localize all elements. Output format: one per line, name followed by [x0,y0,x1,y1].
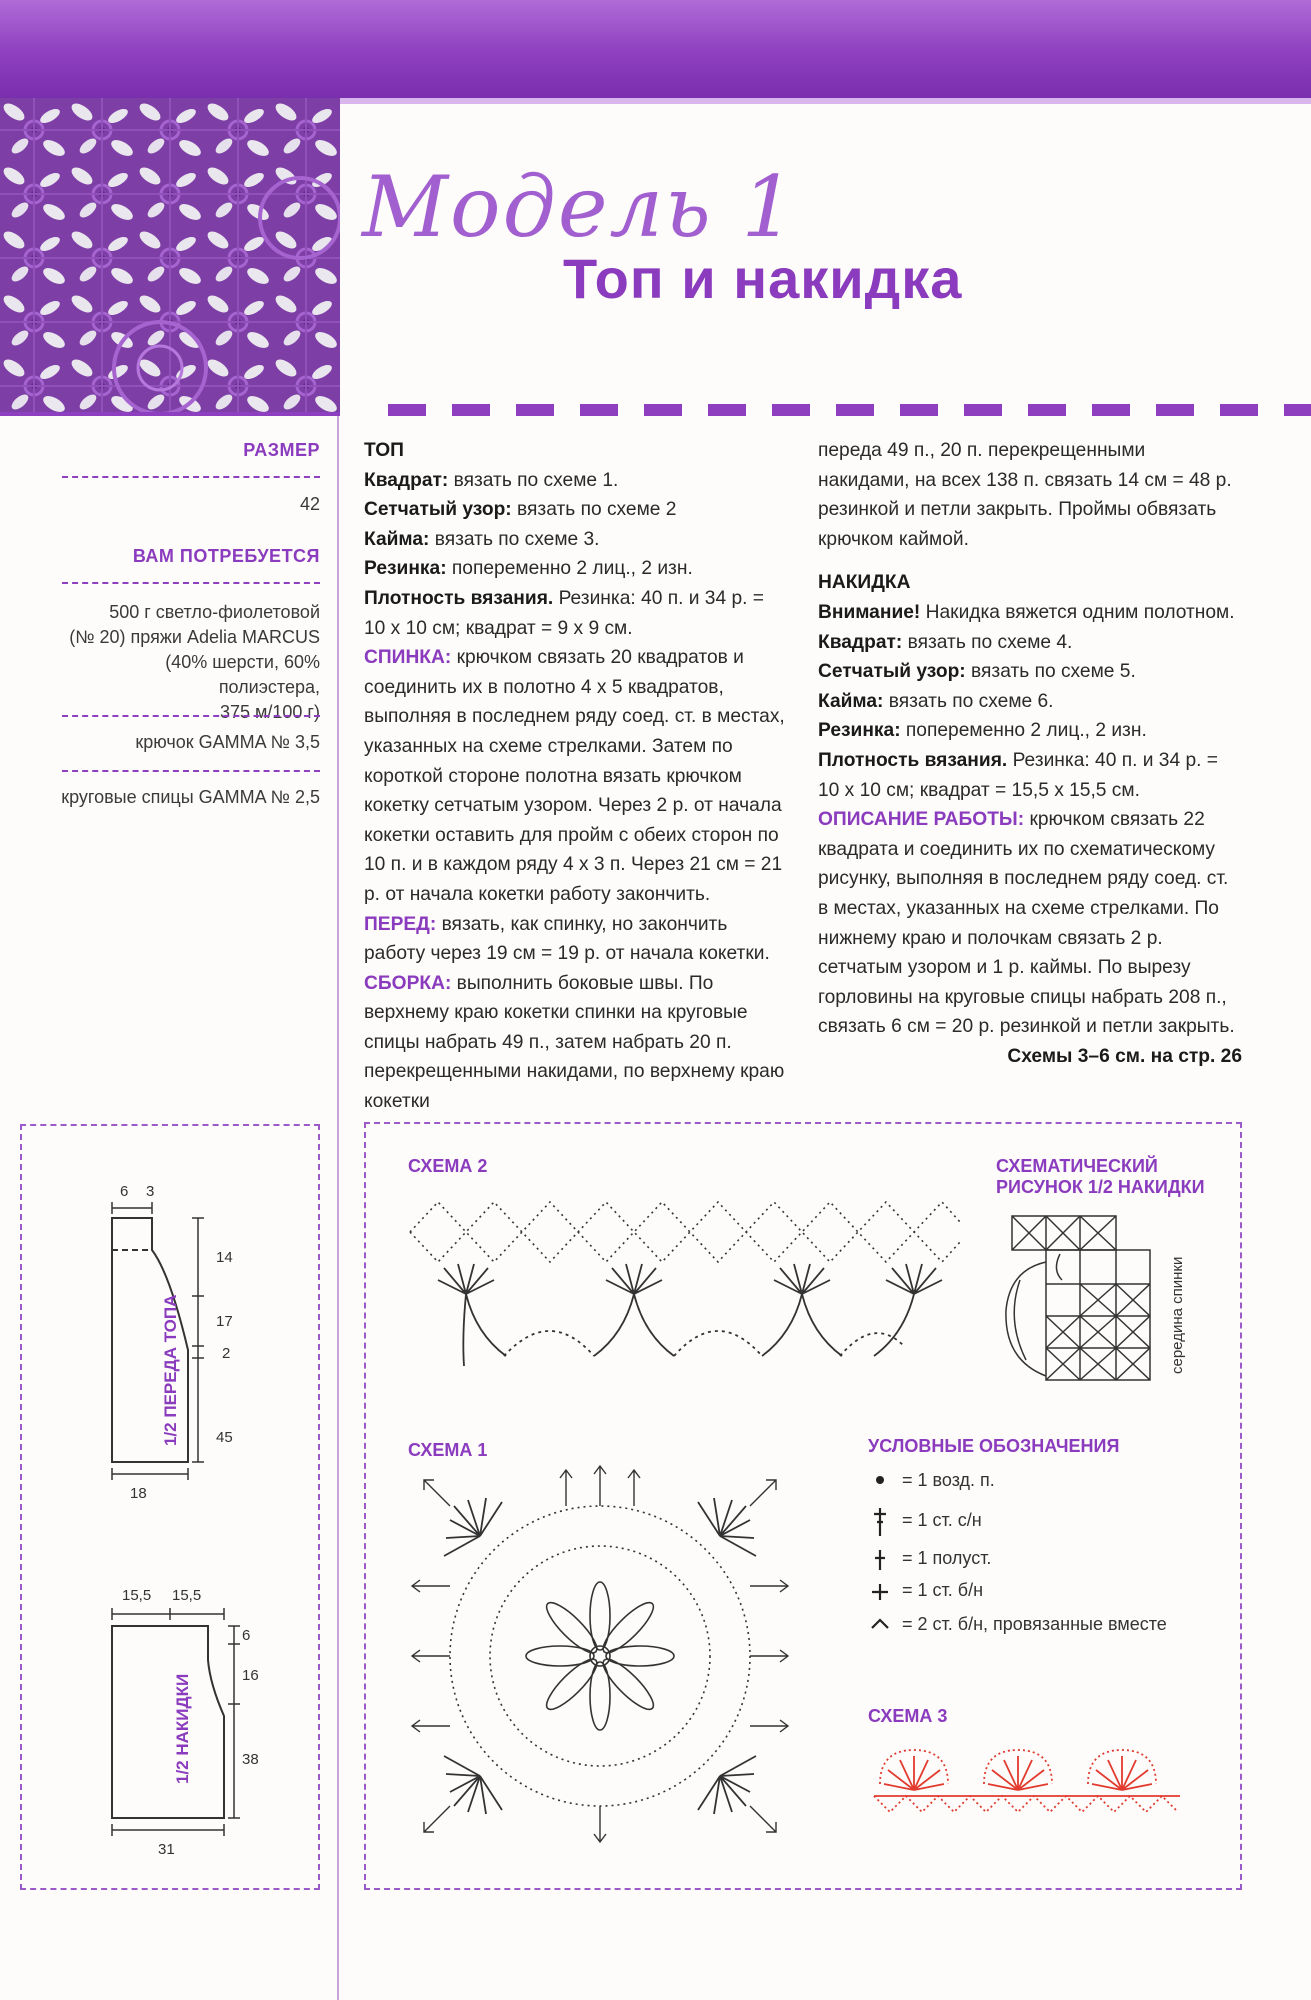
top-color-band [0,0,1311,98]
text: Резинка: 40 п. и 34 р. = 10 х 10 см; квадрат = 9 х 9 см. [364,587,765,639]
dim-label: 38 [242,1751,259,1768]
text: попеременно 2 лиц., 2 изн. [446,558,693,580]
yarn-line: 500 г светло-фиолетовой [109,602,320,622]
legend-item: = 1 возд. п. [902,1470,995,1490]
scheme3-label: СХЕМА 3 [868,1706,948,1726]
hook-info: крючок GAMMA № 3,5 [135,732,320,752]
text: крючком связать 20 квадратов и соединить их в полотно 4 х 5 квадратов, выполняя в последнем ряду соед. ст. в местах, указанных на схеме стрелками. Затем по короткой стороне полотна вязать крючком кокетку сетчатым узором. Через 2 р. от начала кокетки оставить для пройм с обеих сторон по 10 п. и в каждом ряду 4 х 3 п. Через 21 см = 21 р. от начала кокетки работу закончить. [364,647,785,905]
section-heading: ТОП [364,440,404,461]
legend-symbols [868,1470,898,1650]
label: Сетчатый узор: [818,661,966,683]
double-crochet-icon [874,1508,886,1536]
slip-stitch-icon [875,1550,885,1570]
text: вязать по схеме 5. [965,661,1136,683]
label: Кайма: [818,690,884,712]
sidebar-divider [62,582,320,584]
label: Квадрат: [818,631,903,653]
text: Накидка вяжется одним полотном. [920,601,1235,623]
legend-item: = 2 ст. б/н, провязанные вместе [902,1614,1167,1634]
dim-label: 3 [146,1183,155,1200]
schematic-title-line: РИСУНОК 1/2 НАКИДКИ [996,1177,1205,1197]
page-title: Топ и накидка [563,247,963,310]
scheme1-drawing [404,1462,804,1844]
dim-label: 45 [216,1429,233,1446]
section-heading: НАКИДКА [818,572,911,594]
scheme3-drawing [868,1734,1188,1834]
title-dash-divider [388,404,1311,416]
needles-info: круговые спицы GAMMA № 2,5 [61,787,320,807]
yarn-info [60,600,320,725]
schematic-side-label: середина спинки [1169,1256,1186,1374]
chain-stitch-icon [876,1476,884,1484]
sidebar-divider [62,476,320,478]
yarn-line: 375 м/100 г) [219,702,320,722]
dim-label: 15,5 [122,1587,152,1604]
model-label: Модель 1 [362,158,797,256]
single-crochet-icon [872,1584,888,1600]
dim-label: 2 [222,1345,231,1362]
label: Плотность вязания. [818,749,1008,771]
legend-title: УСЛОВНЫЕ ОБОЗНАЧЕНИЯ [868,1436,1120,1456]
text: крючком связать 22 квадрата и соединить их по схематическому рисунку, выполняя в последнем ряду соед. ст. в местах, указанных на схеме стрелками. По нижнему краю и полочкам связать 2 р. сетчатым узором и 1 р. каймы. По вырезу горловины на круговые спицы набрать 208 п., связать 6 см = 20 р. резинкой и петли закрыть. [818,809,1235,1038]
materials-heading: ВАМ ПОТРЕБУЕТСЯ [132,546,320,566]
text: вязать по схеме 6. [883,690,1054,712]
sidebar-divider [62,770,320,772]
legend-item: = 1 полуст. [902,1548,992,1568]
sidebar-divider [62,715,320,717]
scheme2-drawing [404,1186,964,1382]
text: Резинка: 40 п. и 34 р. = 10 х 10 см; квадрат = 15,5 х 15,5 см. [818,749,1219,801]
dim-label: 17 [216,1313,233,1330]
text: вязать по схеме 1. [448,469,619,491]
legend-item: = 1 ст. б/н [902,1580,984,1600]
cape-label: 1/2 НАКИДКИ [173,1673,192,1784]
dim-label: 18 [130,1485,147,1502]
text: переда 49 п., 20 п. перекрещенными накидами, на всех 138 п. связать 14 см = 48 р. резинкой и петли закрыть. Проймы обвязать крючком каймой. [818,440,1232,550]
dim-label: 31 [158,1841,175,1858]
label: ПЕРЕД: [364,913,437,935]
text: выполнить боковые швы. По верхнему краю кокетки спинки на круговые спицы набрать 49 п., затем набрать 20 п. перекрещенными накидами, по верхнему краю кокетки [364,972,785,1113]
yarn-line: (№ 20) пряжи Adelia MARCUS [69,627,320,647]
label: Резинка: [818,720,901,742]
schematic-title-line: СХЕМАТИЧЕСКИЙ [996,1156,1158,1176]
size-value: 42 [299,494,320,514]
dim-label: 16 [242,1667,259,1684]
label: Плотность вязания. [364,587,554,609]
dim-label: 6 [120,1183,129,1200]
text: вязать по схеме 3. [429,528,600,550]
label: Кайма: [364,528,430,550]
label: Резинка: [364,558,447,580]
cape-schematic [996,1210,1196,1390]
label: СПИНКА: [364,647,452,669]
dim-label: 6 [242,1627,251,1644]
label: Квадрат: [364,469,449,491]
text: вязать по схеме 2 [511,499,677,521]
legend-item: = 1 ст. с/н [902,1510,982,1530]
text: попеременно 2 лиц., 2 изн. [900,720,1147,742]
schemes-reference: Схемы 3–6 см. на стр. 26 [1007,1045,1242,1067]
cape-instructions [818,436,1242,1071]
dim-label: 14 [216,1249,233,1266]
column-divider [337,416,339,2000]
text: вязать по схеме 4. [902,631,1073,653]
label: Сетчатый узор: [364,499,512,521]
pattern-drawings [20,1124,318,1888]
size-heading: РАЗМЕР [243,440,320,460]
yarn-line: (40% шерсти, 60% полиэстера, [165,652,320,697]
label: Внимание! [818,601,921,623]
scheme1-label: СХЕМА 1 [408,1440,488,1460]
crochet-photo [0,98,340,416]
text: вязать, как спинку, но закончить работу через 19 см = 19 р. от начала кокетки. [364,913,770,965]
label: ОПИСАНИЕ РАБОТЫ: [818,809,1025,831]
top-instructions [364,436,788,1117]
scheme2-label: СХЕМА 2 [408,1156,488,1176]
dim-label: 15,5 [172,1587,202,1604]
front-top-label: 1/2 ПЕРЕДА ТОПА [161,1294,180,1446]
decrease-icon [872,1620,888,1628]
label: СБОРКА: [364,972,452,994]
schematic-title [996,1156,1205,1198]
